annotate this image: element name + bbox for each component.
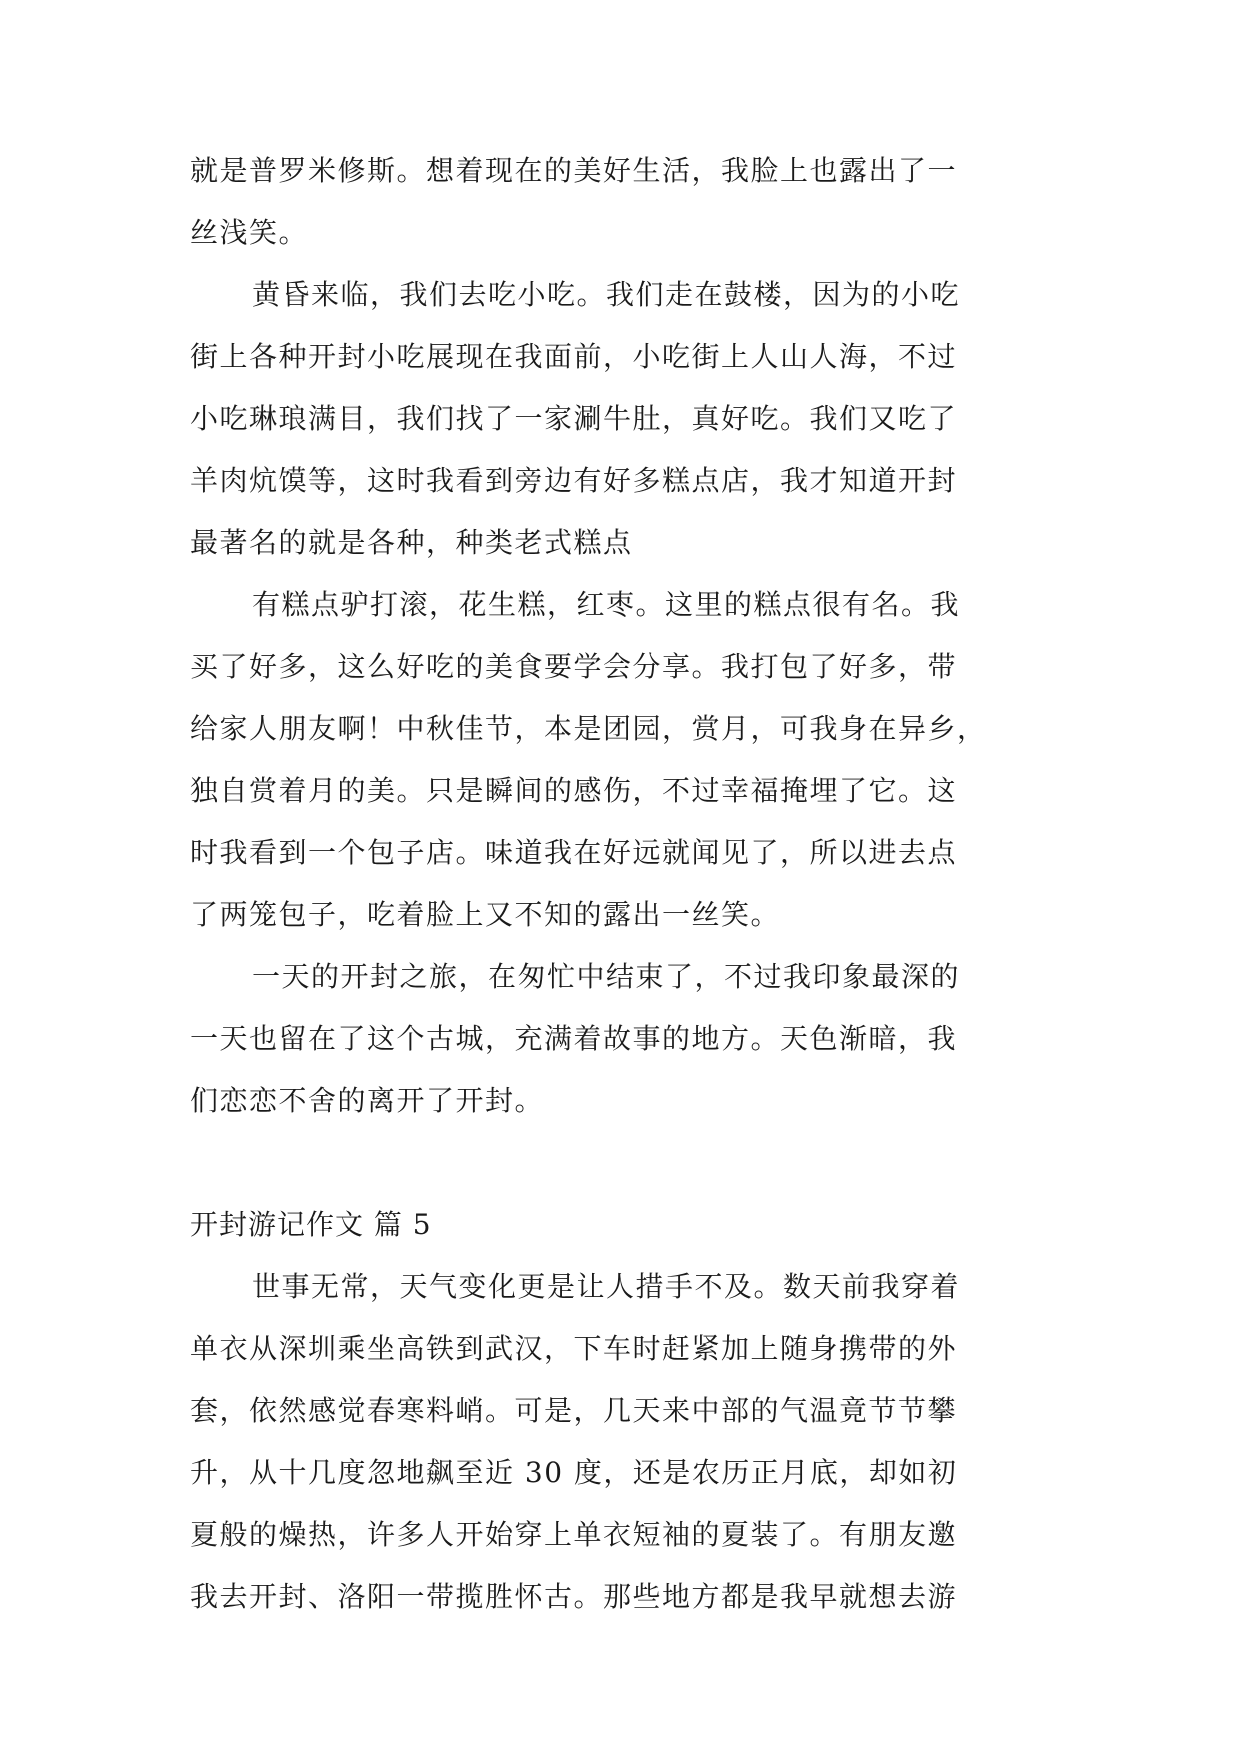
text-line: 独自赏着月的美。只是瞬间的感伤，不过幸福掩埋了它。这 [190, 774, 958, 807]
text-line: 我去开封、洛阳一带揽胜怀古。那些地方都是我早就想去游 [190, 1580, 958, 1613]
text-line: 小吃琳琅满目，我们找了一家涮牛肚，真好吃。我们又吃了 [190, 402, 958, 435]
text-line: 有糕点驴打滚，花生糕，红枣。这里的糕点很有名。我 [252, 588, 961, 621]
paragraph-4 [190, 946, 1052, 1132]
text-line: 买了好多，这么好吃的美食要学会分享。我打包了好多，带 [190, 650, 958, 683]
text-line: 夏般的燥热，许多人开始穿上单衣短袖的夏装了。有朋友邀 [190, 1518, 958, 1551]
text-line: 升，从十几度忽地飙至近 30 度，还是农历正月底，却如初 [190, 1456, 958, 1489]
text-line: 最著名的就是各种，种类老式糕点 [190, 526, 633, 559]
text-line: 羊肉炕馍等，这时我看到旁边有好多糕点店，我才知道开封 [190, 464, 958, 497]
text-line: 时我看到一个包子店。味道我在好远就闻见了，所以进去点 [190, 836, 958, 869]
text-line: 街上各种开封小吃展现在我面前，小吃街上人山人海，不过 [190, 340, 958, 373]
section-gap [190, 1132, 1052, 1194]
text-line: 了两笼包子，吃着脸上又不知的露出一丝笑。 [190, 898, 781, 931]
text-line: 一天也留在了这个古城，充满着故事的地方。天色渐暗，我 [190, 1022, 958, 1055]
text-line: 单衣从深圳乘坐高铁到武汉，下车时赶紧加上随身携带的外 [190, 1332, 958, 1365]
text-line: 给家人朋友啊！中秋佳节，本是团园，赏月，可我身在异乡， [190, 712, 987, 745]
text-line: 世事无常，天气变化更是让人措手不及。数天前我穿着 [252, 1270, 961, 1303]
text-line: 就是普罗米修斯。想着现在的美好生活，我脸上也露出了一 [190, 154, 958, 187]
text-line: 套，依然感觉春寒料峭。可是，几天来中部的气温竟节节攀 [190, 1394, 958, 1427]
text-line: 丝浅笑。 [190, 216, 309, 249]
paragraph-5 [190, 1256, 1052, 1628]
section-heading: 开封游记作文 篇 5 [190, 1208, 432, 1241]
paragraph-3 [190, 574, 1052, 946]
document-page [190, 140, 1052, 1628]
text-line: 黄昏来临，我们去吃小吃。我们走在鼓楼，因为的小吃 [252, 278, 961, 311]
paragraph-1 [190, 140, 1052, 264]
text-line: 一天的开封之旅，在匆忙中结束了，不过我印象最深的 [252, 960, 961, 993]
paragraph-2 [190, 264, 1052, 574]
text-line: 们恋恋不舍的离开了开封。 [190, 1084, 545, 1117]
